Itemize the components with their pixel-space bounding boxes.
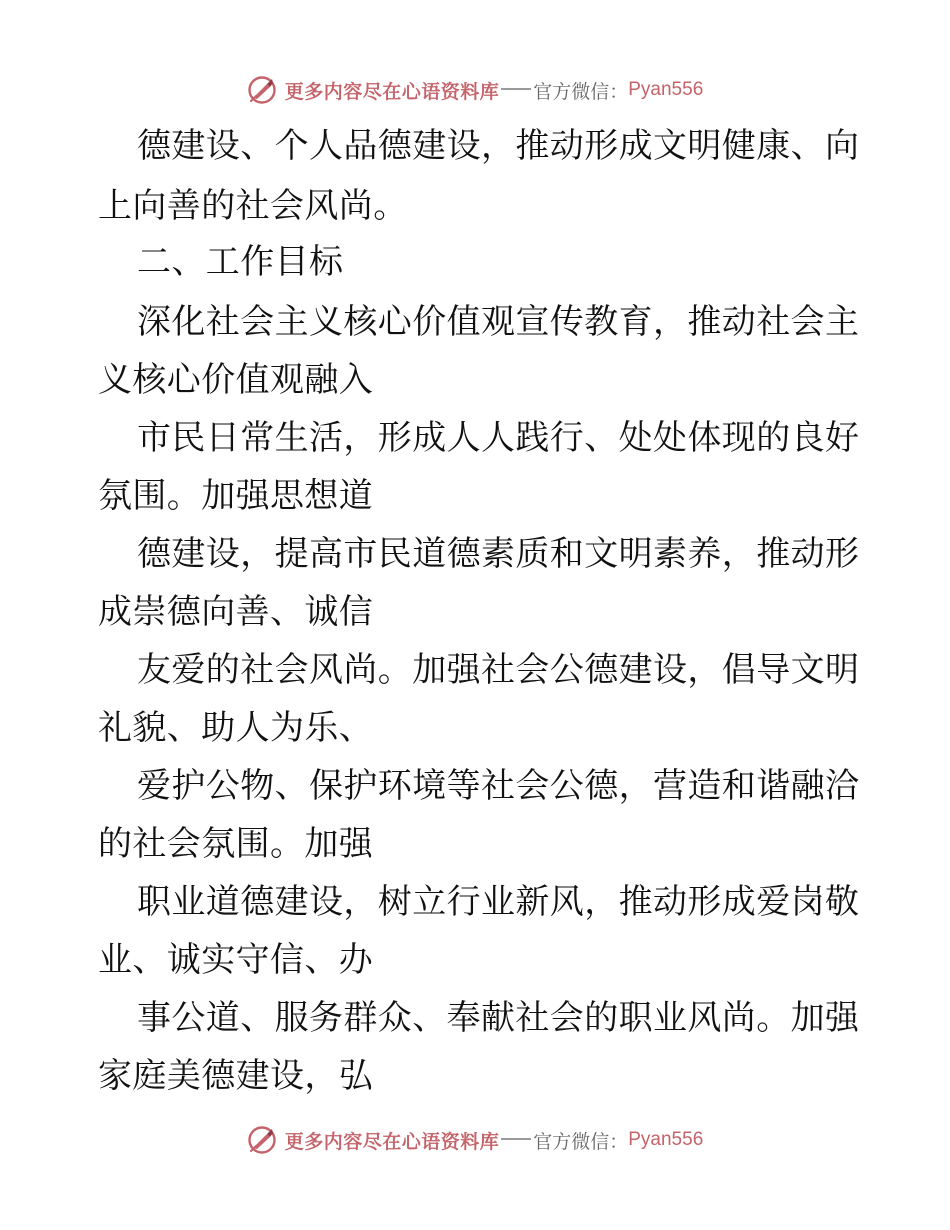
- watermark-contact-id: Pyan556: [628, 79, 704, 100]
- section-heading: 二、工作目标: [137, 242, 344, 282]
- watermark-footer: [0, 1118, 950, 1162]
- quill-logo-icon: [247, 1125, 277, 1155]
- text-line: 上向善的社会风尚。: [98, 186, 408, 226]
- watermark-title: 更多内容尽在心语资料库: [284, 1130, 500, 1153]
- text-line: 业、诚实守信、办: [98, 940, 374, 980]
- text-line: 德建设、个人品德建设，推动形成文明健康、向: [137, 126, 860, 166]
- text-line: 深化社会主义核心价值观宣传教育，推动社会主: [137, 302, 860, 342]
- watermark-contact-id: Pyan556: [628, 1129, 704, 1150]
- text-line: 友爱的社会风尚。加强社会公德建设，倡导文明: [137, 650, 860, 690]
- text-line: 成崇德向善、诚信: [98, 592, 374, 632]
- text-line: 事公道、服务群众、奉献社会的职业风尚。加强: [137, 998, 860, 1038]
- text-line: 的社会氛围。加强: [98, 824, 374, 864]
- text-line: 家庭美德建设，弘: [98, 1056, 374, 1096]
- quill-logo-icon: [247, 75, 277, 105]
- watermark-title: 更多内容尽在心语资料库: [284, 80, 500, 103]
- text-line: 义核心价值观融入: [98, 360, 374, 400]
- text-line: 德建设，提高市民道德素质和文明素养，推动形: [137, 534, 860, 574]
- watermark-contact-label: 官方微信：: [533, 1130, 629, 1153]
- watermark-dash: [501, 88, 531, 90]
- text-line: 爱护公物、保护环境等社会公德，营造和谐融洽: [137, 766, 860, 806]
- watermark-contact-label: 官方微信：: [533, 80, 629, 103]
- watermark-dash: [501, 1138, 531, 1140]
- text-line: 市民日常生活，形成人人践行、处处体现的良好: [137, 418, 860, 458]
- text-line: 氛围。加强思想道: [98, 476, 374, 516]
- watermark-header: [0, 68, 950, 112]
- text-line: 职业道德建设，树立行业新风，推动形成爱岗敬: [137, 882, 860, 922]
- text-line: 礼貌、助人为乐、: [98, 708, 374, 748]
